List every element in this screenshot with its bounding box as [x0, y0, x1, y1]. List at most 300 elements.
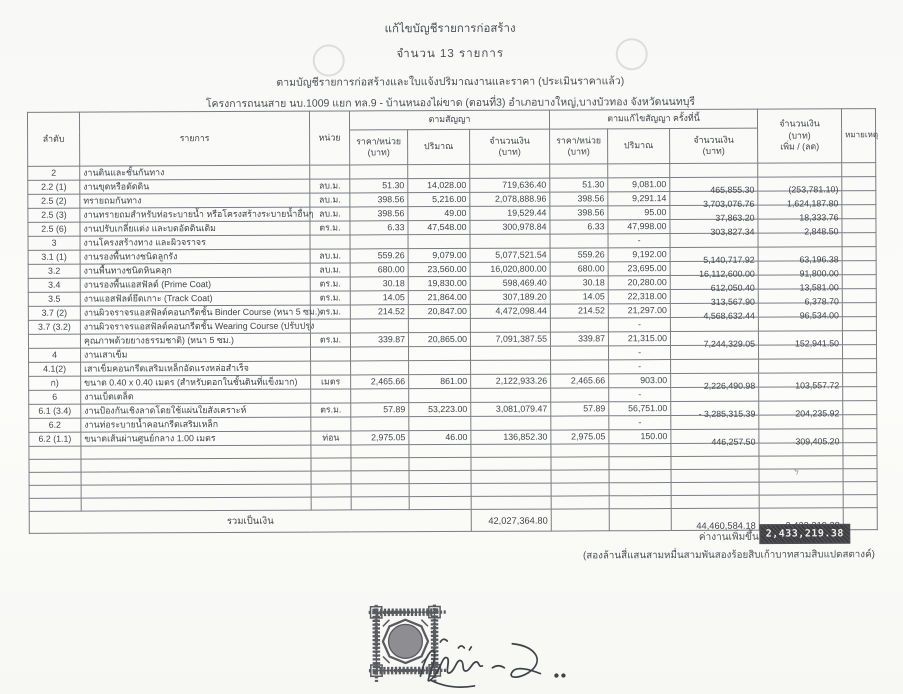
- cell-value: 1,624,187.80: [787, 198, 839, 209]
- cell-desc: [81, 389, 311, 404]
- cell-value: งานผิวจราจรแอสฟัลต์คอนกรีตชั้น Binder Course (หนา 5 ซม.): [83, 306, 321, 318]
- cell-a2: [671, 373, 759, 391]
- cell-no: [28, 222, 80, 236]
- cell-unit: [310, 291, 350, 305]
- col-group-amendment: ตามแก้ไขสัญญา ครั้งที่นี้: [549, 109, 757, 129]
- cell-r2: [550, 234, 608, 248]
- amount-label: จำนวนเงิน: [693, 134, 734, 145]
- cell-unit: [311, 417, 351, 431]
- total-label: รวมเป็นเงิน: [29, 509, 471, 533]
- cell-value: ลบ.ม.: [319, 250, 341, 261]
- cell-note: [842, 289, 876, 303]
- empty-cell: [409, 444, 471, 457]
- cell-desc: [80, 305, 321, 320]
- cell-value: 2,465.66: [570, 375, 606, 386]
- cell-desc: [80, 193, 310, 208]
- cell-value: 339.87: [378, 334, 405, 345]
- document-header: [0, 18, 902, 113]
- empty-cell: [409, 457, 471, 470]
- empty-cell: [351, 471, 409, 484]
- cell-note: [842, 233, 876, 247]
- cell-unit: [310, 249, 350, 263]
- empty-cell: [843, 456, 877, 469]
- cell-r2: [550, 276, 608, 290]
- cell-value: 6.33: [387, 222, 405, 233]
- cell-value: ตร.ม.: [319, 292, 341, 303]
- cell-value: 51.30: [582, 179, 605, 190]
- cell-no: [29, 404, 81, 418]
- cell-unit: [311, 375, 351, 389]
- doc-source-line: ตามบัญชีรายการก่อสร้างและใบแจ้งปริมาณงานและราคา (ประเมินราคาแล้ว): [276, 75, 625, 89]
- cell-value: 5,140,717.92: [703, 254, 755, 265]
- cell-q2: [609, 402, 671, 416]
- cell-q1: [408, 332, 470, 346]
- cell-a1: [471, 388, 551, 402]
- empty-cell: [843, 469, 877, 482]
- cell-value: 5,077,521.54: [495, 249, 547, 260]
- increase-label: ค่างานเพิ่มขึ้น: [698, 531, 759, 543]
- cell-value: 300,978.84: [502, 221, 547, 232]
- cell-value: 63,196.38: [799, 254, 839, 265]
- cell-q2: [609, 416, 671, 430]
- cell-value: งานโครงสร้างทาง และผิวจราจร: [83, 236, 206, 248]
- empty-cell: [671, 469, 759, 482]
- cell-note: [842, 205, 876, 219]
- cell-q2: [608, 192, 670, 206]
- cell-value: ตร.ม.: [319, 306, 341, 317]
- cell-value: 2,078,888.96: [494, 193, 547, 204]
- empty-cell: [409, 470, 471, 483]
- cell-value: ตร.ม.: [319, 222, 341, 233]
- cell-value: 2,226,490.98: [703, 380, 756, 391]
- empty-cell: [351, 484, 409, 497]
- cell-value: 4,568,632.44: [703, 310, 755, 321]
- cell-note: [842, 275, 876, 289]
- cell-no: [29, 390, 81, 404]
- cell-desc: [80, 221, 310, 236]
- unit-price-label: ราคา/หน่วย: [356, 135, 402, 146]
- cell-value: 3.4: [48, 279, 61, 290]
- cell-q2: [609, 346, 671, 360]
- cell-value: 2.5 (3): [41, 209, 67, 220]
- cell-unit: [310, 207, 350, 221]
- col-header-amend-amount: [670, 128, 758, 163]
- cell-value: 56,751.00: [628, 402, 668, 414]
- cell-q1: [408, 290, 470, 304]
- cell-a2: [671, 359, 759, 373]
- cell-value: 3,703,076.76: [703, 198, 755, 209]
- cell-desc: [80, 179, 310, 194]
- cell-value: 103,557.72: [795, 380, 840, 391]
- cell-r1: [351, 403, 409, 417]
- empty-cell: [551, 444, 609, 457]
- cell-value: 46.00: [445, 431, 468, 442]
- cell-note: [843, 387, 877, 401]
- col-header-amend-quantity: ปริมาณ: [608, 129, 670, 164]
- cell-r1: [350, 207, 408, 221]
- cell-value: 398.56: [377, 194, 405, 205]
- cell-value: 53,223.00: [428, 403, 468, 414]
- cell-value: 3.7 (2): [41, 307, 68, 318]
- empty-cell: [351, 458, 409, 471]
- total-amended-amount-value: 44,460,584.18: [696, 520, 756, 531]
- table-body: [28, 163, 878, 512]
- cell-value: ตร.ม.: [319, 334, 342, 345]
- cell-r1: [350, 165, 408, 179]
- col-header-remark: หมายเหตุ: [842, 109, 876, 163]
- cell-value: 20,865.00: [427, 333, 467, 344]
- empty-cell: [311, 497, 351, 510]
- col-header-item: รายการ: [79, 111, 309, 166]
- cell-value: 19,830.00: [427, 277, 467, 288]
- cell-r1: [351, 389, 409, 403]
- cell-value: 14,028.00: [427, 179, 467, 190]
- cell-q2: [608, 206, 670, 220]
- cell-a1: [470, 220, 550, 234]
- cell-r2: [550, 262, 608, 276]
- cell-value: 719,636.40: [502, 179, 547, 190]
- cell-note: [842, 331, 876, 345]
- cell-no: [28, 208, 80, 222]
- empty-cell: [609, 470, 671, 483]
- cell-diff: [758, 331, 842, 349]
- cell-desc: [80, 235, 310, 250]
- cell-note: [842, 177, 876, 191]
- cell-r2: [550, 248, 608, 262]
- total-contract-amount: [471, 509, 551, 531]
- cell-value: เมตร: [321, 376, 341, 387]
- cell-value: 398.56: [577, 207, 605, 218]
- empty-cell: [609, 457, 671, 470]
- cell-a1: [470, 234, 550, 248]
- cell-value: 612,050.40: [710, 282, 755, 293]
- cell-a1: [470, 290, 550, 304]
- cell-q2: [609, 374, 671, 388]
- cell-desc: [80, 291, 310, 306]
- cell-desc: [80, 165, 310, 180]
- cell-value: ตร.ม.: [319, 278, 341, 289]
- cell-r1: [350, 305, 408, 319]
- cell-q1: [408, 248, 470, 262]
- cell-value: งานท่อระบายน้ำคอนกรีตเสริมเหล็ก: [84, 418, 219, 430]
- cell-value: 3,081,079.47: [495, 403, 548, 414]
- cell-value: ตร.ม.: [320, 404, 342, 415]
- cell-value: 4.1(2): [43, 363, 67, 374]
- cell-q1: [409, 416, 471, 430]
- cell-r1: [351, 375, 409, 389]
- empty-cell: [551, 470, 609, 483]
- cell-a1: [470, 346, 550, 360]
- cell-no: [29, 418, 81, 432]
- cell-value: 5,216.00: [432, 193, 467, 204]
- cell-value: 4: [52, 349, 58, 360]
- cell-value: 136,852.30: [503, 431, 548, 442]
- cell-value: -: [638, 417, 642, 428]
- cell-value: 6.2: [48, 419, 61, 430]
- cell-value: 9,079.00: [432, 249, 467, 260]
- cell-value: 309,405.20: [795, 436, 840, 447]
- cell-value: 214.52: [377, 306, 405, 317]
- cell-value: 6.33: [587, 221, 605, 232]
- cell-a2: [670, 331, 758, 349]
- cell-r1: [351, 431, 409, 445]
- empty-cell: [351, 445, 409, 458]
- cell-value: 21,864.00: [427, 291, 467, 302]
- cell-value: 559.26: [577, 249, 605, 260]
- cell-value: ลบ.ม.: [318, 180, 341, 191]
- cell-value: 91,800.00: [799, 268, 839, 279]
- cell-value: ขนาดเส้นผ่านศูนย์กลาง 1.00 เมตร: [84, 432, 216, 444]
- cell-r1: [350, 221, 408, 235]
- cell-value: 19,529.44: [507, 207, 547, 218]
- cell-q2: [609, 360, 671, 374]
- cell-no: [28, 194, 80, 208]
- cell-q2: [608, 220, 670, 234]
- cell-r1: [350, 347, 408, 361]
- cell-value: 214.52: [577, 305, 605, 316]
- cell-a1: [471, 416, 551, 430]
- cell-value: ท่อน: [322, 432, 340, 443]
- cell-no: [28, 278, 80, 292]
- cell-r2: [551, 360, 609, 374]
- cell-desc: [81, 375, 311, 390]
- doc-title: แก้ไขบัญชีรายการก่อสร้าง: [384, 22, 516, 36]
- cell-a1: [470, 192, 550, 206]
- doc-item-count: จำนวน 13 รายการ: [396, 47, 505, 61]
- cell-note: [842, 191, 876, 205]
- cell-r1: [350, 249, 408, 263]
- cell-value: ขนาด 0.40 x 0.40 เมตร (สำหรับตอกในชั้นดินที่แข็งมาก): [84, 376, 298, 388]
- cell-q1: [409, 430, 471, 444]
- cell-unit: [310, 165, 350, 179]
- cell-no: [28, 320, 80, 334]
- empty-cell: [311, 471, 351, 484]
- empty-cell: [29, 485, 81, 498]
- cell-value: -: [638, 389, 642, 400]
- cell-unit: [310, 333, 350, 347]
- cell-value: 18,333.76: [799, 212, 839, 223]
- empty-cell: [671, 482, 759, 495]
- amount-label: จำนวนเงิน: [489, 135, 530, 146]
- empty-cell: [471, 457, 551, 470]
- cell-unit: [310, 319, 350, 333]
- cell-value: 2,848.50: [804, 226, 839, 237]
- cell-value: 9,081.00: [632, 178, 667, 190]
- baht-label: (บาท): [567, 146, 590, 157]
- cell-q2: [608, 178, 670, 192]
- cell-desc: [80, 263, 310, 278]
- cell-r1: [350, 319, 408, 333]
- cell-value: 150.00: [640, 430, 668, 442]
- cell-no: [28, 180, 80, 194]
- cell-unit: [310, 221, 350, 235]
- cell-unit: [310, 235, 350, 249]
- cell-desc: [80, 249, 310, 264]
- cell-value: 152,941.50: [794, 338, 840, 349]
- cell-q1: [409, 360, 471, 374]
- cell-q2: [608, 248, 670, 262]
- handwritten-signature: [414, 627, 579, 692]
- baht-label: (บาท): [367, 147, 390, 158]
- cell-value: ลบ.ม.: [319, 264, 342, 275]
- col-group-contract: ตามสัญญา: [349, 110, 549, 130]
- cell-r2: [551, 430, 609, 444]
- cell-value: 16,112,600.00: [699, 268, 755, 279]
- cell-value: 465,855.30: [710, 184, 755, 195]
- cell-value: 3.2: [48, 265, 61, 276]
- cell-r1: [351, 417, 409, 431]
- cell-a1: [470, 262, 550, 276]
- cell-value: 37,863.20: [715, 212, 755, 223]
- diff-header-line2: (บาท): [788, 130, 811, 141]
- cell-no: [29, 362, 81, 376]
- cell-value: - 3,285,315.39: [698, 408, 756, 419]
- cell-value: งานปรับเกลี่ยแต่ง และบดอัดดินเดิม: [83, 222, 216, 234]
- cell-diff: [758, 247, 842, 265]
- cell-q1: [408, 346, 470, 360]
- cell-no: [28, 236, 80, 250]
- col-header-contract-quantity: ปริมาณ: [408, 129, 470, 164]
- empty-cell: [29, 446, 81, 459]
- cell-unit: [310, 347, 350, 361]
- cell-q1: [408, 276, 470, 290]
- cell-q1: [408, 304, 470, 318]
- cell-value: 13,581.00: [799, 282, 839, 293]
- cell-value: 204,235.92: [795, 408, 840, 419]
- cell-value: 680.00: [577, 263, 605, 274]
- empty-cell: [81, 445, 311, 459]
- cell-r2: [550, 164, 608, 178]
- cell-r2: [550, 304, 608, 318]
- increase-amount-stamp: 2,433,219.38: [761, 525, 849, 542]
- cell-r1: [350, 263, 408, 277]
- cell-value: งานทรายถมสำหรับท่อระบายน้ำ หรือโครงสร้างระบายน้ำอื่นๆ: [83, 208, 314, 220]
- cell-value: 307,189.20: [502, 291, 547, 302]
- cell-value: (253,781.10): [788, 184, 839, 195]
- cell-q1: [408, 192, 470, 206]
- cell-a1: [470, 248, 550, 262]
- cell-value: 2,122,933.26: [495, 375, 548, 386]
- cell-diff: [759, 359, 843, 373]
- cell-value: 339.87: [578, 333, 606, 344]
- cell-no: [28, 250, 80, 264]
- cell-value: 3: [51, 237, 57, 248]
- cell-value: 51.30: [382, 180, 405, 191]
- cell-value: 7,091,387.55: [495, 333, 548, 344]
- cell-value: 313,567.90: [710, 296, 755, 307]
- cell-note: [842, 261, 876, 275]
- cell-r1: [350, 277, 408, 291]
- cell-r2: [551, 416, 609, 430]
- cell-value: -: [637, 235, 641, 246]
- cell-value: 21,297.00: [627, 304, 667, 316]
- unit-price-label: ราคา/หน่วย: [556, 134, 602, 146]
- cell-diff: [759, 401, 843, 419]
- cell-r2: [550, 178, 608, 192]
- cell-value: 2.2 (1): [41, 181, 67, 192]
- cell-value: 559.26: [377, 250, 405, 261]
- cell-a1: [471, 402, 551, 416]
- empty-cell: [759, 456, 843, 469]
- cell-diff: [759, 429, 843, 447]
- empty-cell: [843, 495, 877, 508]
- cell-q1: [409, 402, 471, 416]
- cell-value: 47,998.00: [627, 220, 667, 232]
- cell-note: [843, 401, 877, 415]
- cell-r2: [550, 318, 608, 332]
- empty-cell: [81, 497, 311, 511]
- cell-no: [29, 376, 81, 390]
- cell-value: 20,280.00: [627, 276, 667, 288]
- cell-note: [842, 247, 876, 261]
- cell-a1: [471, 374, 551, 388]
- cell-desc: [81, 361, 311, 376]
- cell-r2: [550, 332, 608, 346]
- cell-no: [28, 334, 80, 348]
- empty-cell: [609, 496, 671, 509]
- diff-header-line1: จำนวนเงิน: [779, 118, 820, 129]
- cell-unit: [310, 263, 350, 277]
- empty-cell: [311, 458, 351, 471]
- empty-cell: [471, 483, 551, 496]
- cell-value: -: [637, 319, 641, 330]
- cell-value: 2,975.05: [371, 432, 406, 443]
- cell-value: 30.18: [382, 278, 405, 289]
- cell-q2: [608, 304, 670, 318]
- cell-q2: [609, 388, 671, 402]
- cell-note: [843, 429, 877, 443]
- cost-table: [27, 108, 878, 534]
- cell-value: 14.05: [582, 291, 605, 302]
- cell-r1: [350, 235, 408, 249]
- col-header-no: ลำดับ: [27, 112, 79, 166]
- cell-note: [842, 163, 876, 177]
- table-header: [27, 109, 879, 167]
- empty-cell: [551, 496, 609, 509]
- cell-diff: [758, 163, 842, 177]
- cell-unit: [311, 431, 351, 445]
- empty-cell: [311, 445, 351, 458]
- cell-value: 96,534.00: [799, 310, 839, 321]
- cell-value: 30.18: [582, 277, 605, 288]
- cell-desc: [81, 403, 311, 418]
- cell-value: 23,560.00: [427, 263, 467, 274]
- cell-note: [842, 317, 876, 331]
- cell-value: เสาเข็มคอนกรีตเสริมเหล็กอัดแรงหล่อสำเร็จ: [84, 362, 249, 374]
- empty-cell: [843, 443, 877, 456]
- cell-a1: [470, 332, 550, 346]
- cell-value: 903.00: [640, 374, 668, 386]
- cell-q1: [408, 220, 470, 234]
- cell-value: 6,378.70: [804, 296, 839, 307]
- cell-q1: [408, 164, 470, 178]
- total-empty-cell: [551, 509, 609, 531]
- cell-desc: [80, 207, 314, 222]
- baht-label: (บาท): [702, 145, 725, 156]
- cell-unit: [311, 361, 351, 375]
- cell-note: [843, 345, 877, 359]
- cell-value: 303,827.34: [710, 226, 755, 237]
- empty-cell: [551, 457, 609, 470]
- cell-r1: [350, 333, 408, 347]
- amount-in-words: (สองล้านสี่แสนสามหมื่นสามพันสองร้อยสิบเก้าบาทสามสิบแปดสตางค์): [582, 549, 875, 562]
- total-amended-amount: [671, 508, 759, 530]
- cell-desc: [81, 347, 311, 362]
- empty-cell: [759, 469, 843, 482]
- cell-value: 398.56: [377, 208, 405, 219]
- cell-value: 861.00: [440, 375, 468, 386]
- cell-r1: [350, 193, 408, 207]
